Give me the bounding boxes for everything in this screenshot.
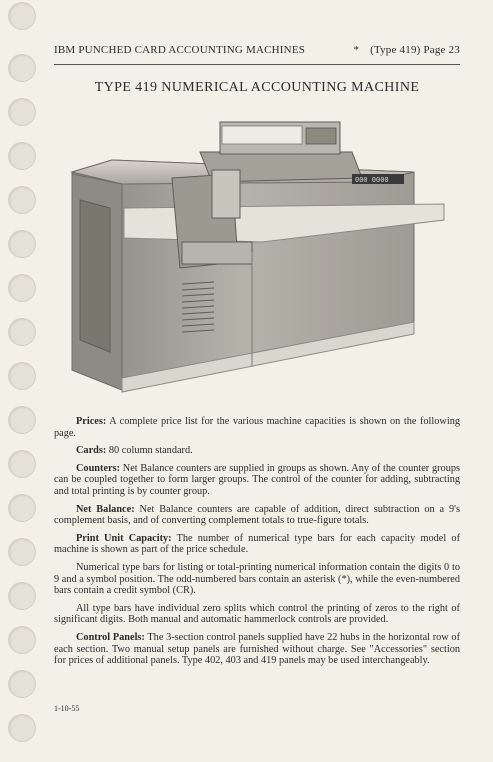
paragraph-lead: Print Unit Capacity: (76, 532, 172, 544)
counter-readout: 000 0000 (355, 177, 389, 185)
binder-hole (8, 362, 36, 390)
paragraph-print-unit (54, 533, 460, 556)
paragraph-prices (54, 416, 460, 439)
header-separator: * (353, 44, 360, 56)
page-footer-date: 1-10-55 (54, 704, 80, 713)
paragraph-lead: Prices: (76, 416, 107, 427)
binder-hole (8, 54, 36, 82)
binder-hole (8, 450, 36, 478)
page-title: TYPE 419 NUMERICAL ACCOUNTING MACHINE (94, 80, 420, 95)
paragraph-text: The 3-section control panels supplied have 22 hubs in the horizontal row of each section. Two manual setup panels are furnished without charge. See "Accessories" section for prices of additional panels. Type 402, 403 and 419 panels may be used interchangeably. (54, 631, 460, 667)
header-left: IBM PUNCHED CARD ACCOUNTING MACHINES (54, 44, 306, 56)
paragraph-text: Net Balance counters are capable of addition, direct subtraction on a 9's complement basis, and of converting complement totals to true-figure totals. (54, 503, 460, 527)
binder-hole (8, 714, 36, 742)
paragraph-lead: Cards: (76, 445, 107, 457)
binder-hole (8, 406, 36, 434)
paragraph-net-balance (54, 504, 460, 527)
binder-hole (8, 142, 36, 170)
paragraph-text: 80 column standard. (106, 445, 193, 457)
machine-photo (62, 112, 452, 404)
binder-hole (8, 582, 36, 610)
binder-hole (8, 230, 36, 258)
binder-hole (8, 186, 36, 214)
header-right: (Type 419) Page 23 (370, 44, 460, 56)
paragraph-lead: Counters: (76, 462, 121, 474)
binder-hole (8, 538, 36, 566)
paragraph-cards (54, 445, 460, 457)
paragraph-text: A complete price list for the various machine capacities is shown on the following page. (54, 416, 460, 439)
binder-hole (8, 318, 36, 346)
paragraph-text: The number of numerical type bars for each capacity model of machine is shown as part of the price schedule. (54, 532, 460, 556)
paragraph-text: Net Balance counters are supplied in groups as shown. Any of the counter groups can be coupled together to form larger groups. The control of the counter for adding, subtracting and total printing is by counter group. (54, 462, 460, 497)
paragraph-lead: Net Balance: (76, 503, 135, 515)
binder-hole (8, 626, 36, 654)
paragraph-text: Numerical type bars for listing or total-printing numerical information contain the digits 0 to 9 and a symbol position. The odd-numbered bars contain an asterisk (*), while the even-numbered bars contain a credit symbol (CR). (54, 561, 460, 597)
binder-hole (8, 670, 36, 698)
paragraph-lead: Control Panels: (76, 631, 145, 643)
binder-hole (8, 2, 36, 30)
paragraph-text: All type bars have individual zero splits which control the printing of zeros to the right of significant digits. Both manual and automatic hammerlock controls are provided. (54, 602, 460, 626)
running-header (54, 44, 460, 56)
body-text (54, 416, 460, 673)
paragraph-zero-splits (54, 603, 460, 626)
paragraph-counters (54, 463, 460, 498)
header-rule (54, 64, 460, 65)
binder-holes (0, 0, 40, 762)
binder-hole (8, 274, 36, 302)
binder-hole (8, 98, 36, 126)
paragraph-control-panels (54, 632, 460, 667)
paragraph-type-bars (54, 562, 460, 597)
binder-hole (8, 494, 36, 522)
